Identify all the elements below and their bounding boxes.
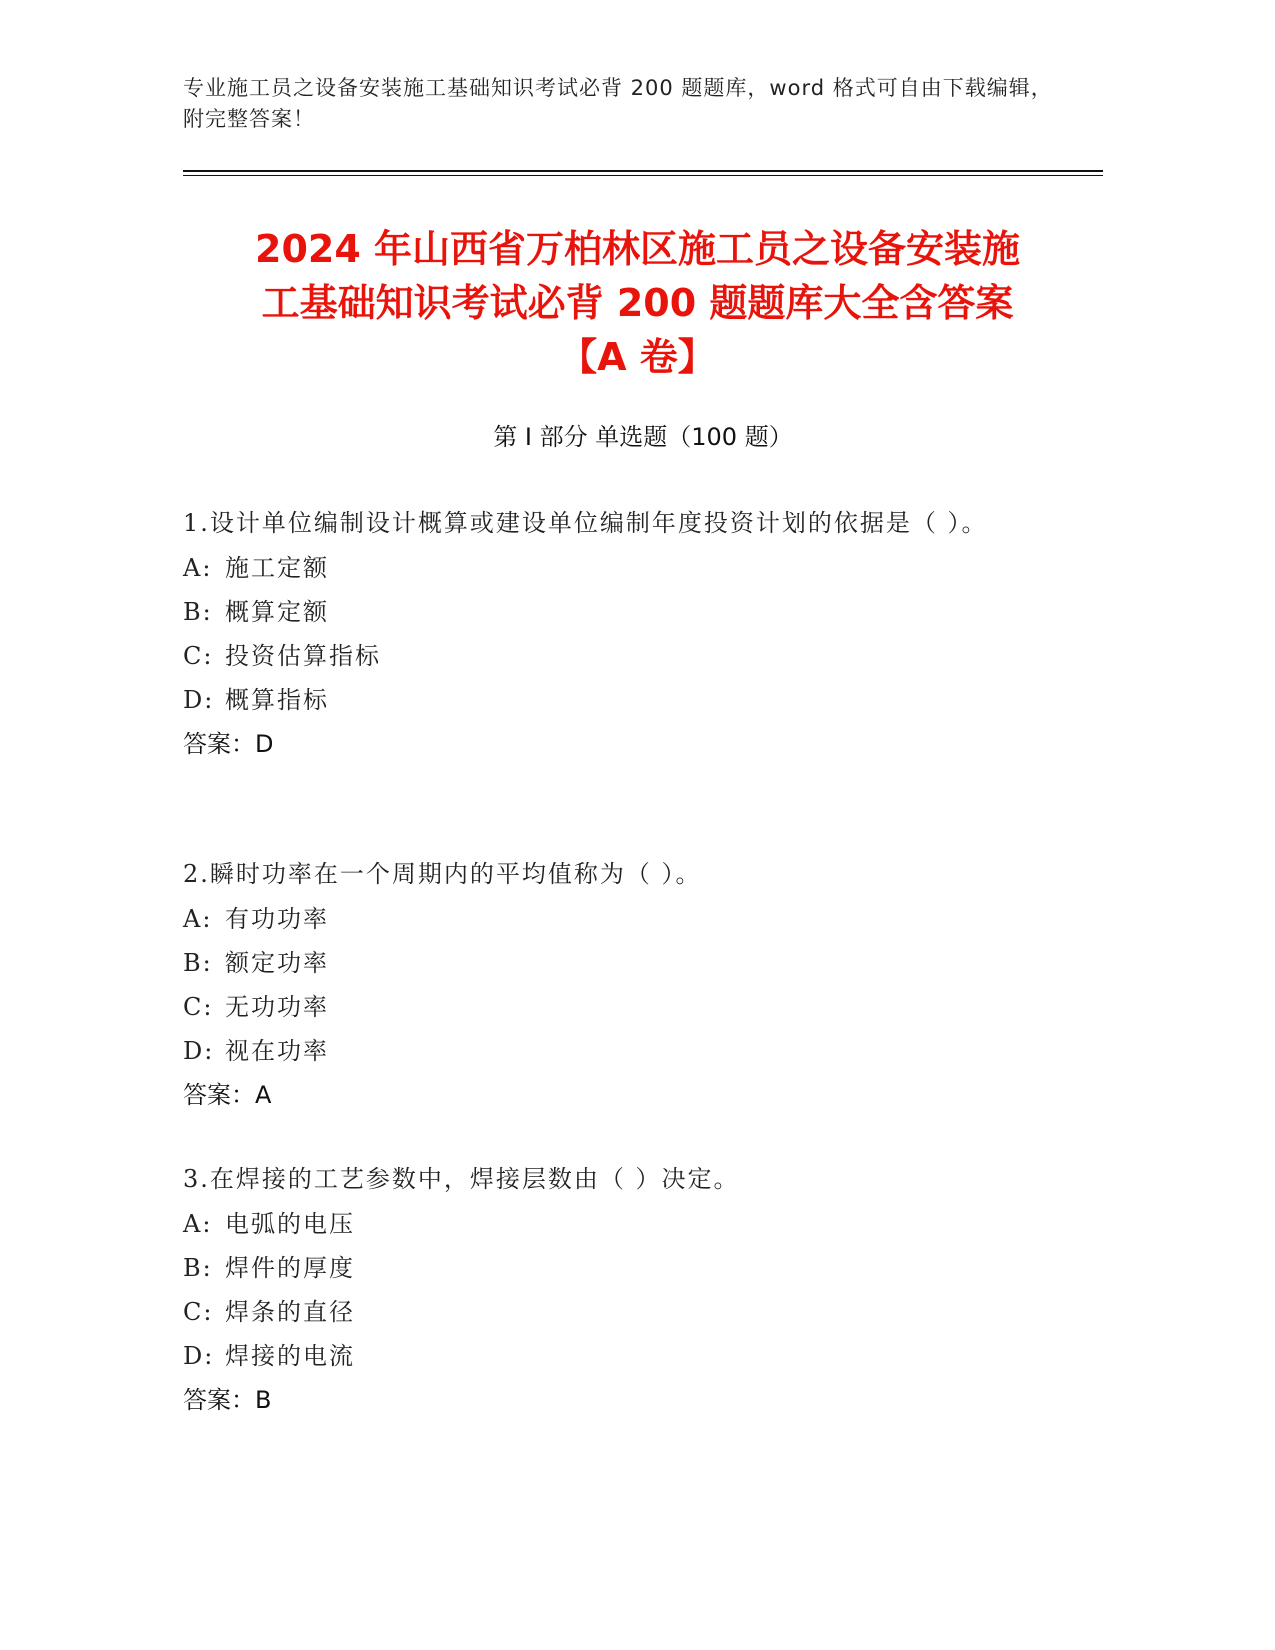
option-b xyxy=(183,590,1063,634)
option-text: 投资估算指标 xyxy=(225,642,381,670)
option-a xyxy=(183,546,1063,590)
option-text: 无功功率 xyxy=(225,993,329,1021)
question-1 xyxy=(183,500,1063,766)
option-b xyxy=(183,941,1063,985)
header-note: 专业施工员之设备安装施工基础知识考试必背 200 题题库，word 格式可自由下载编辑，附完整答案！ xyxy=(183,76,1053,131)
option-letter: D: xyxy=(183,1342,215,1370)
document-title-line-2: 工基础知识考试必背 200 题题库大全含答案 xyxy=(261,281,1014,325)
document-title-line-3: 【A 卷】 xyxy=(559,335,716,379)
document-title-line-1: 2024 年山西省万柏林区施工员之设备安装施 xyxy=(255,227,1020,271)
document-title xyxy=(140,222,1135,384)
option-letter: C: xyxy=(183,993,214,1021)
option-letter: B: xyxy=(183,598,213,626)
option-text: 额定功率 xyxy=(225,949,329,977)
option-letter: C: xyxy=(183,642,214,670)
option-text: 有功功率 xyxy=(225,905,329,933)
answer-label: 答案：B xyxy=(183,1386,272,1414)
question-2 xyxy=(183,851,1063,1117)
option-d xyxy=(183,1029,1063,1073)
question-stem: 3.在焊接的工艺参数中，焊接层数由（ ）决定。 xyxy=(183,1165,740,1193)
option-letter: D: xyxy=(183,1037,215,1065)
option-text: 施工定额 xyxy=(225,554,329,582)
option-text: 视在功率 xyxy=(225,1037,329,1065)
option-c xyxy=(183,1290,1063,1334)
option-text: 概算指标 xyxy=(225,686,329,714)
option-a xyxy=(183,897,1063,941)
answer-label: 答案：A xyxy=(183,1081,272,1109)
option-a xyxy=(183,1202,1063,1246)
option-text: 概算定额 xyxy=(225,598,329,626)
question-stem: 1.设计单位编制设计概算或建设单位编制年度投资计划的依据是（ ）。 xyxy=(183,509,988,537)
option-c xyxy=(183,634,1063,678)
question-stem: 2.瞬时功率在一个周期内的平均值称为（ ）。 xyxy=(183,860,702,888)
option-letter: A: xyxy=(183,1210,213,1238)
header-divider-thick xyxy=(183,170,1103,172)
option-b xyxy=(183,1246,1063,1290)
option-letter: B: xyxy=(183,949,213,977)
option-text: 焊条的直径 xyxy=(225,1298,355,1326)
header-divider-thin xyxy=(183,175,1103,176)
option-letter: A: xyxy=(183,905,213,933)
option-d xyxy=(183,1334,1063,1378)
option-text: 焊件的厚度 xyxy=(225,1254,355,1282)
option-c xyxy=(183,985,1063,1029)
option-text: 电弧的电压 xyxy=(225,1210,355,1238)
section-heading: 第 I 部分 单选题（100 题） xyxy=(493,423,793,451)
option-letter: B: xyxy=(183,1254,213,1282)
option-letter: D: xyxy=(183,686,215,714)
option-letter: C: xyxy=(183,1298,214,1326)
option-letter: A: xyxy=(183,554,213,582)
option-d xyxy=(183,678,1063,722)
answer-label: 答案：D xyxy=(183,730,274,758)
question-3 xyxy=(183,1156,1063,1422)
option-text: 焊接的电流 xyxy=(225,1342,355,1370)
